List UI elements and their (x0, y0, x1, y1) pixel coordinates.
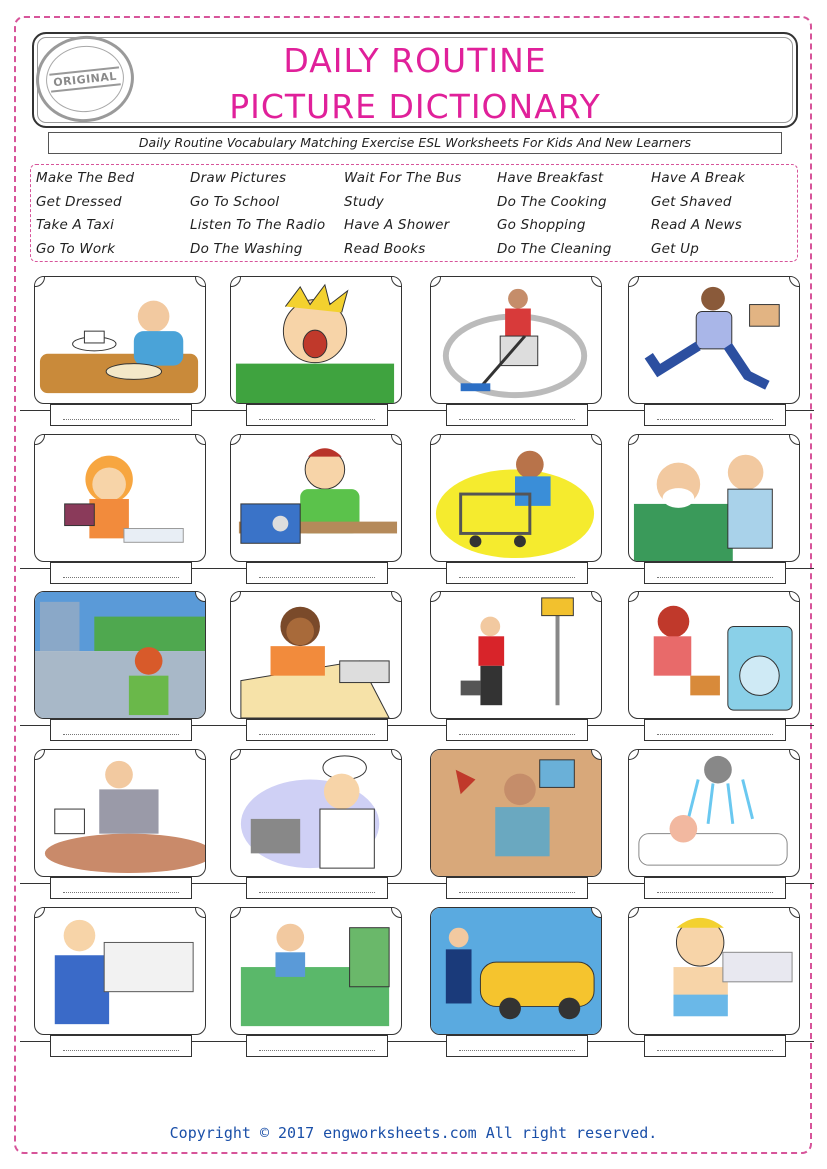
picture-card (34, 434, 214, 599)
picture-card (34, 276, 214, 441)
answer-dotted-line (657, 734, 773, 735)
answer-dotted-line (657, 577, 773, 578)
picture-card (628, 591, 808, 756)
answer-dotted-line (259, 734, 375, 735)
answer-field[interactable] (246, 1035, 388, 1057)
answer-dotted-line (657, 419, 773, 420)
vocabulary-word: Go To Work (36, 240, 116, 257)
vocabulary-word: Read A News (651, 217, 743, 233)
vocabulary-word: Make The Bed (36, 170, 135, 186)
answer-dotted-line (63, 892, 179, 893)
picture-card (34, 591, 214, 756)
vocabulary-word: Have Breakfast (497, 170, 604, 186)
studying-lamp-icon (430, 749, 602, 877)
vocabulary-word: Wait For The Bus (344, 170, 462, 186)
answer-field[interactable] (644, 562, 786, 584)
vocabulary-word: Take A Taxi (36, 217, 115, 233)
bus-stop-icon (430, 591, 602, 719)
answer-dotted-line (63, 1050, 179, 1051)
picture-card (230, 276, 410, 441)
answer-dotted-line (259, 419, 375, 420)
answer-field[interactable] (446, 562, 588, 584)
vocabulary-word: Get Up (651, 240, 700, 257)
vocabulary-word: Do The Cooking (497, 193, 607, 210)
answer-field[interactable] (446, 404, 588, 426)
cleaning-icon (430, 276, 602, 404)
answer-field[interactable] (246, 404, 388, 426)
bed-icon (230, 907, 402, 1035)
vocabulary-word: Study (344, 193, 384, 210)
answer-field[interactable] (50, 404, 192, 426)
copyright-footer: Copyright © 2017 engworksheets.com All right reserved. (169, 1124, 658, 1142)
page-title-line2: PICTURE DICTIONARY (229, 87, 601, 126)
answer-field[interactable] (50, 719, 192, 741)
picture-card (430, 749, 610, 914)
painting-icon (230, 591, 402, 719)
answer-dotted-line (657, 892, 773, 893)
answer-field[interactable] (644, 719, 786, 741)
picture-card (628, 276, 808, 441)
washing-machine-icon (628, 591, 800, 719)
vocabulary-word: Get Dressed (36, 193, 122, 210)
vocabulary-word: Do The Cleaning (497, 240, 612, 257)
picture-card (430, 276, 610, 441)
picture-card (628, 434, 808, 599)
picture-card (430, 907, 610, 1072)
picture-card (230, 434, 410, 599)
taxi-icon (430, 907, 602, 1035)
picture-card (230, 749, 410, 914)
page-title-line1: DAILY ROUTINE (283, 41, 547, 80)
answer-field[interactable] (644, 1035, 786, 1057)
answer-dotted-line (459, 892, 575, 893)
answer-dotted-line (259, 892, 375, 893)
yawning-boy-icon (230, 276, 402, 404)
answer-dotted-line (459, 577, 575, 578)
radio-icon (230, 434, 402, 562)
barber-shave-icon (628, 434, 800, 562)
vocabulary-word: Read Books (344, 240, 426, 257)
vocabulary-word: Listen To The Radio (190, 217, 326, 233)
answer-field[interactable] (50, 877, 192, 899)
office-desk-icon (34, 749, 206, 877)
vocabulary-box (30, 164, 798, 262)
answer-dotted-line (459, 419, 575, 420)
answer-dotted-line (63, 734, 179, 735)
vocabulary-word: Get Shaved (651, 193, 732, 210)
answer-dotted-line (657, 1050, 773, 1051)
breakfast-icon (34, 276, 206, 404)
answer-field[interactable] (446, 719, 588, 741)
picture-card (230, 591, 410, 756)
answer-dotted-line (259, 577, 375, 578)
vocabulary-word: Have A Shower (344, 217, 450, 233)
chef-cooking-icon (230, 749, 402, 877)
school-icon (34, 591, 206, 719)
answer-field[interactable] (644, 404, 786, 426)
picture-card (430, 434, 610, 599)
answer-dotted-line (63, 419, 179, 420)
picture-card (34, 907, 214, 1072)
answer-field[interactable] (446, 877, 588, 899)
answer-field[interactable] (246, 562, 388, 584)
title-box (32, 32, 798, 128)
vocabulary-grid (36, 167, 796, 261)
answer-field[interactable] (644, 877, 786, 899)
answer-field[interactable] (446, 1035, 588, 1057)
page-subtitle: Daily Routine Vocabulary Matching Exercise ESL Worksheets For Kids And New Learners (48, 132, 782, 154)
answer-field[interactable] (50, 562, 192, 584)
picture-card (430, 591, 610, 756)
vocabulary-word: Draw Pictures (190, 170, 287, 186)
picture-card (628, 907, 808, 1072)
shower-icon (628, 749, 800, 877)
picture-card (34, 749, 214, 914)
answer-field[interactable] (246, 877, 388, 899)
stamp-label: ORIGINAL (49, 66, 120, 92)
answer-dotted-line (459, 1050, 575, 1051)
answer-dotted-line (259, 1050, 375, 1051)
vocabulary-word: Have A Break (651, 170, 746, 186)
newspaper-icon (34, 907, 206, 1035)
running-to-work-icon (628, 276, 800, 404)
answer-field[interactable] (50, 1035, 192, 1057)
vocabulary-word: Go To School (190, 193, 280, 210)
vocabulary-word: Go Shopping (497, 217, 586, 233)
dressing-boy-icon (628, 907, 800, 1035)
shopping-cart-icon (430, 434, 602, 562)
picture-card (230, 907, 410, 1072)
vocabulary-word: Do The Washing (190, 240, 303, 257)
answer-field[interactable] (246, 719, 388, 741)
answer-dotted-line (63, 577, 179, 578)
reading-girl-icon (34, 434, 206, 562)
answer-dotted-line (459, 734, 575, 735)
picture-card (628, 749, 808, 914)
